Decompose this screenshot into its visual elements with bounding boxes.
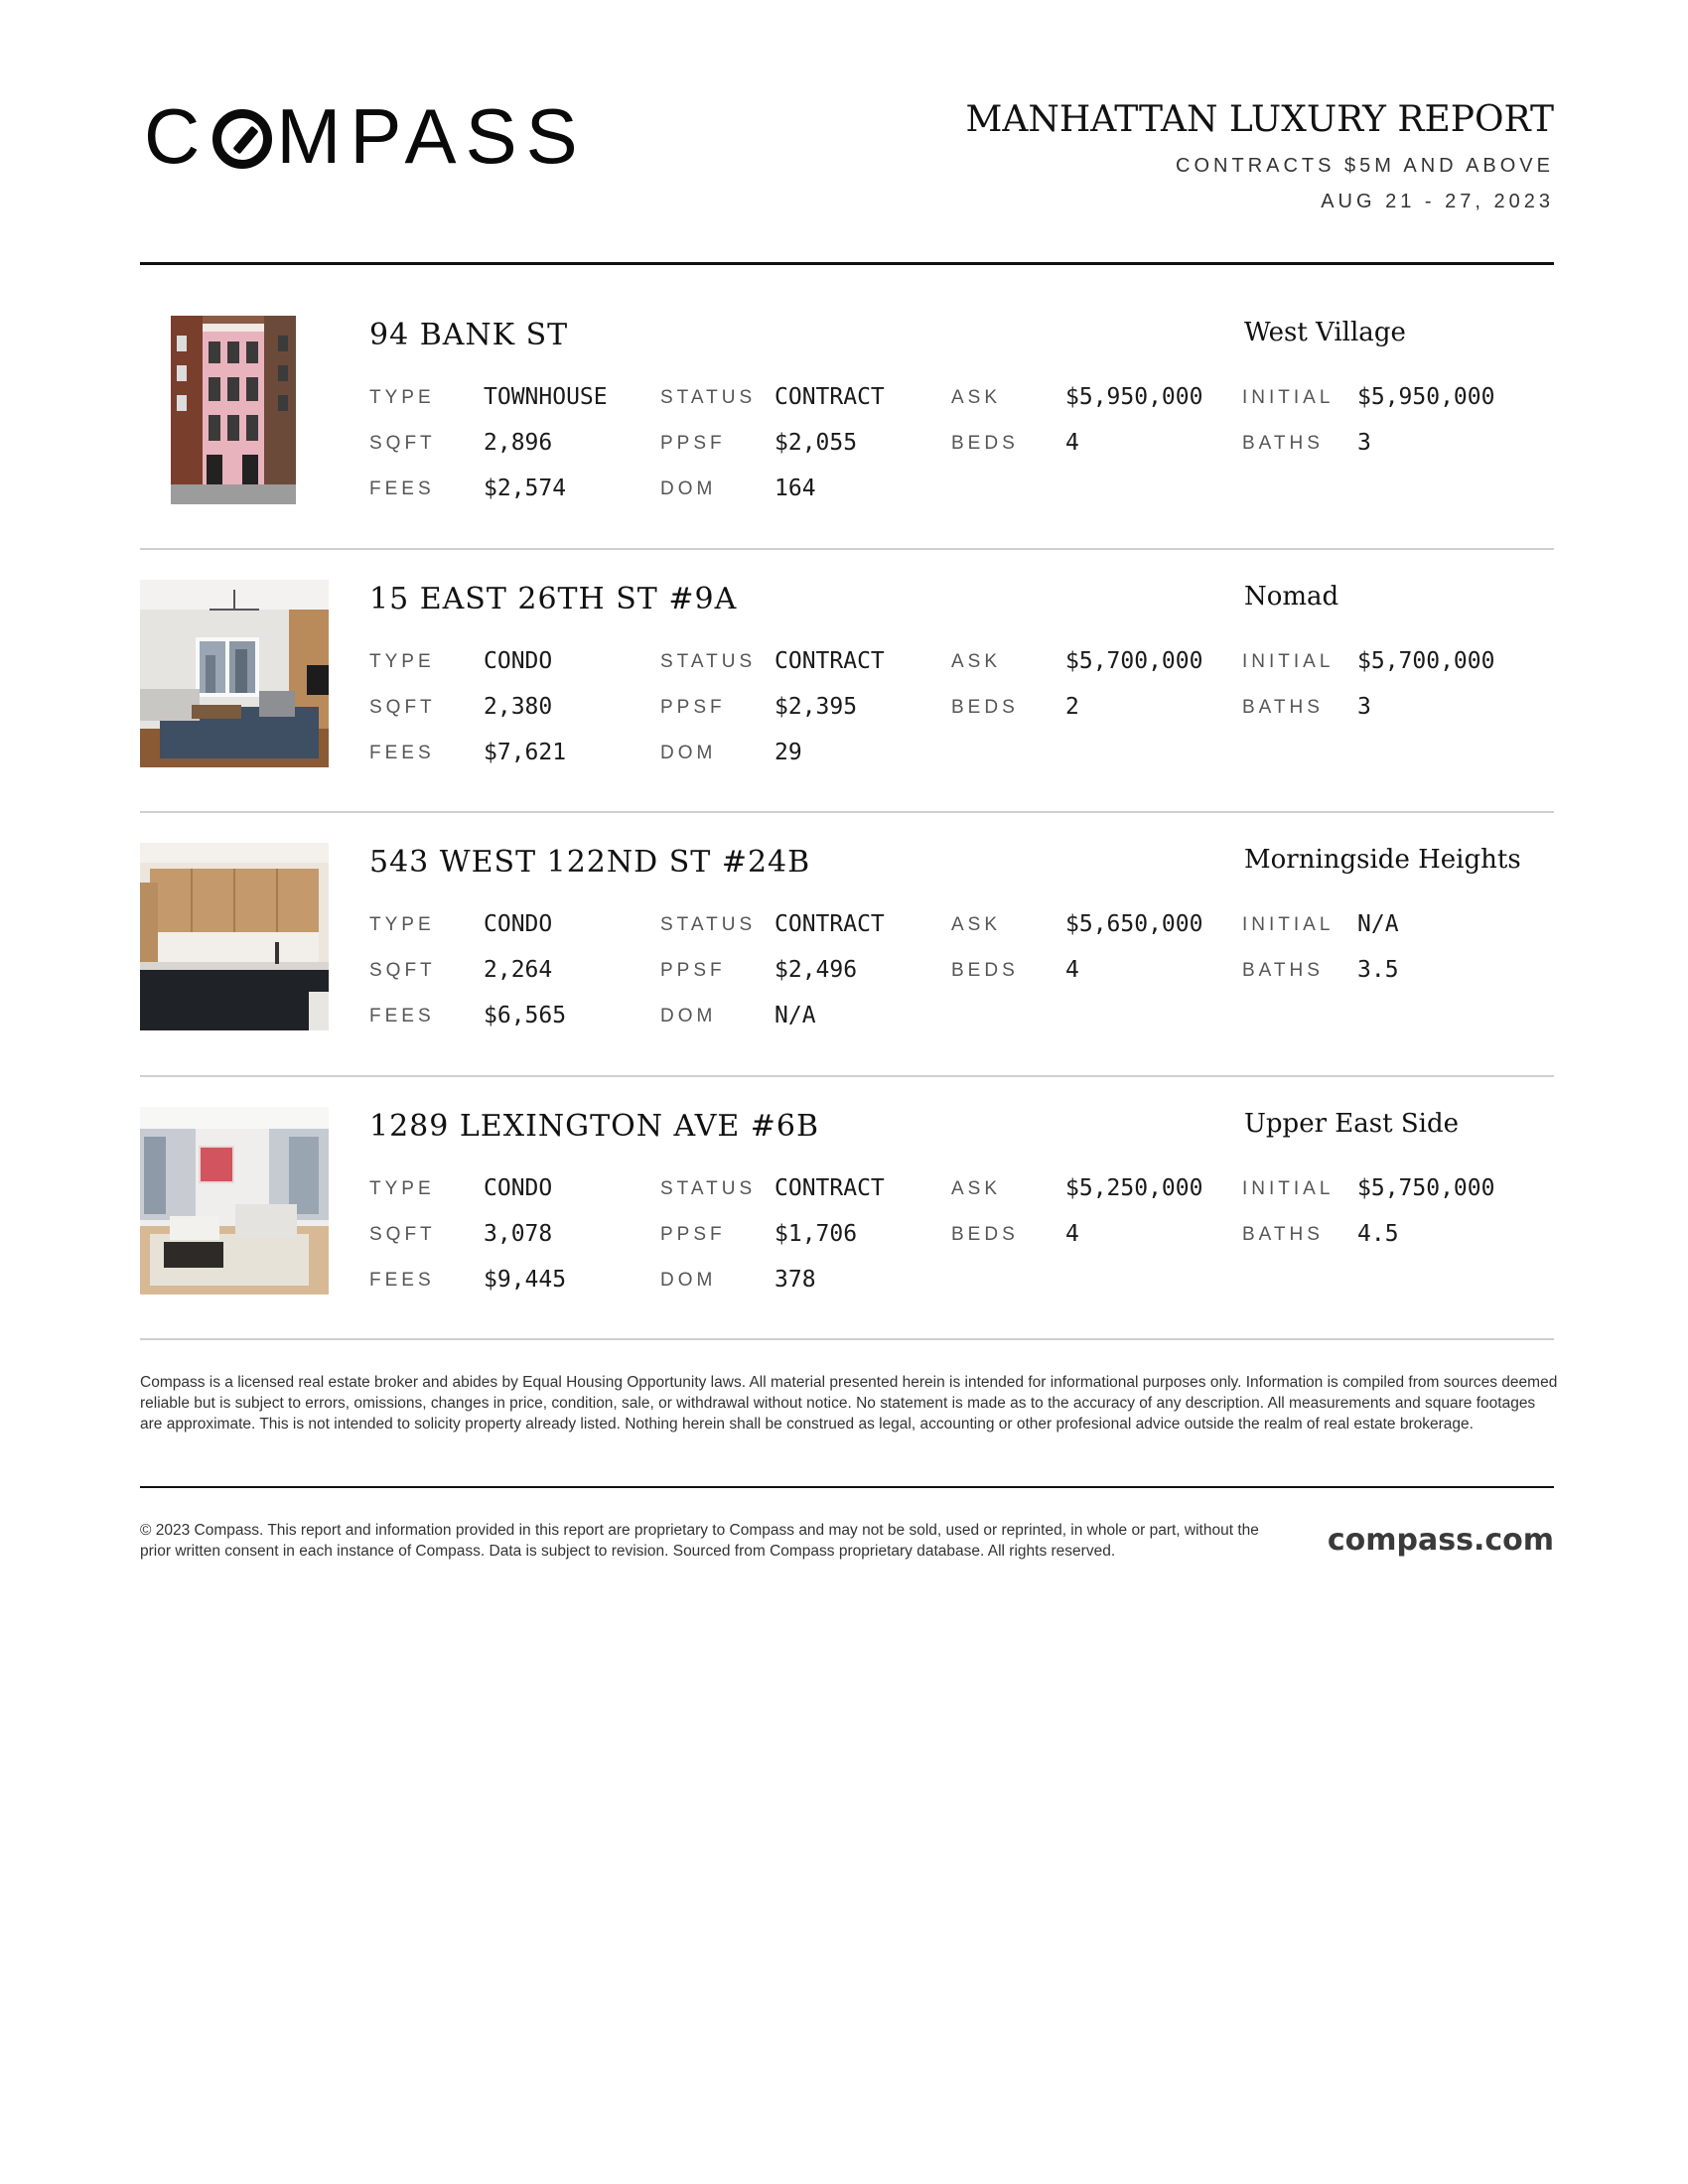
value-baths: 3 xyxy=(1357,694,1371,720)
value-initial: $5,700,000 xyxy=(1357,648,1495,674)
label-dom: DOM xyxy=(660,1270,717,1291)
value-ask: $5,700,000 xyxy=(1065,648,1203,674)
listing-card xyxy=(140,580,1554,806)
label-status: STATUS xyxy=(660,914,757,935)
label-beds: BEDS xyxy=(951,1224,1019,1245)
listing-card xyxy=(140,316,1554,542)
value-status: CONTRACT xyxy=(774,648,885,674)
label-type: TYPE xyxy=(369,651,435,672)
report-date-range: AUG 21 - 27, 2023 xyxy=(1321,191,1554,212)
label-dom: DOM xyxy=(660,478,717,499)
label-ask: ASK xyxy=(951,387,1002,408)
label-sqft: SQFT xyxy=(369,960,436,981)
label-baths: BATHS xyxy=(1242,697,1324,718)
listing-photo-living-room xyxy=(140,580,329,767)
listing-divider xyxy=(140,1075,1554,1077)
value-fees: $2,574 xyxy=(484,476,567,501)
value-dom: 164 xyxy=(774,476,816,501)
value-sqft: 2,896 xyxy=(484,430,553,456)
listing-address: 15 EAST 26TH ST #9A xyxy=(369,582,738,616)
label-baths: BATHS xyxy=(1242,960,1324,981)
listing-address: 543 WEST 122ND ST #24B xyxy=(369,845,811,880)
listing-address: 94 BANK ST xyxy=(369,318,569,352)
value-ppsf: $2,395 xyxy=(774,694,858,720)
compass-o-mark-icon xyxy=(212,109,272,169)
value-beds: 4 xyxy=(1065,957,1079,983)
label-type: TYPE xyxy=(369,387,435,408)
copyright-text: © 2023 Compass. This report and information provided in this report are proprietary to Compass and may not be sold, used or reprinted, in whole or part, without the prior written consent in each instance of Compass. Data is subject to revision. Sourced from Compass proprietary database. All rights reserved. xyxy=(140,1522,1259,1560)
label-initial: INITIAL xyxy=(1242,387,1335,408)
value-beds: 2 xyxy=(1065,694,1079,720)
label-beds: BEDS xyxy=(951,433,1019,454)
disclaimer-text: Compass is a licensed real estate broker and abides by Equal Housing Opportunity laws. All material presented herein is intended for informational purposes only. Information is compiled from sources deemed reliable but is subject to errors, omissions, changes in price, condition, sale, or withdrawal without notice. No statement is made as to the accuracy of any description. All measurements and square footages are approximate. This is not intended to solicity property already listed. Nothing herein shall be construed as legal, accounting or other profesional advice outside the realm of real estate brokerage. xyxy=(140,1374,1558,1433)
value-ppsf: $1,706 xyxy=(774,1221,858,1247)
value-ppsf: $2,496 xyxy=(774,957,858,983)
value-ask: $5,650,000 xyxy=(1065,911,1203,937)
listing-divider xyxy=(140,811,1554,813)
value-type: TOWNHOUSE xyxy=(484,384,608,410)
value-ask: $5,950,000 xyxy=(1065,384,1203,410)
label-status: STATUS xyxy=(660,1178,757,1199)
label-initial: INITIAL xyxy=(1242,651,1335,672)
label-ppsf: PPSF xyxy=(660,1224,726,1245)
label-initial: INITIAL xyxy=(1242,1178,1335,1199)
label-sqft: SQFT xyxy=(369,433,436,454)
label-ask: ASK xyxy=(951,914,1002,935)
label-sqft: SQFT xyxy=(369,697,436,718)
label-beds: BEDS xyxy=(951,697,1019,718)
listing-neighborhood: Upper East Side xyxy=(1244,1109,1459,1139)
report-title: MANHATTAN LUXURY REPORT xyxy=(965,99,1554,140)
label-ppsf: PPSF xyxy=(660,697,726,718)
value-sqft: 2,264 xyxy=(484,957,553,983)
value-ask: $5,250,000 xyxy=(1065,1175,1203,1201)
listing-neighborhood: West Village xyxy=(1244,318,1406,347)
label-ask: ASK xyxy=(951,1178,1002,1199)
label-type: TYPE xyxy=(369,914,435,935)
value-beds: 4 xyxy=(1065,430,1079,456)
value-initial: $5,950,000 xyxy=(1357,384,1495,410)
value-status: CONTRACT xyxy=(774,1175,885,1201)
value-type: CONDO xyxy=(484,911,553,937)
logo-letters-mpass: MPASS xyxy=(276,92,587,180)
value-baths: 3 xyxy=(1357,430,1371,456)
value-sqft: 2,380 xyxy=(484,694,553,720)
value-fees: $7,621 xyxy=(484,740,567,765)
value-dom: 378 xyxy=(774,1267,816,1293)
label-status: STATUS xyxy=(660,387,757,408)
label-initial: INITIAL xyxy=(1242,914,1335,935)
value-status: CONTRACT xyxy=(774,911,885,937)
listing-neighborhood: Morningside Heights xyxy=(1244,845,1521,875)
listing-divider xyxy=(140,548,1554,550)
value-dom: 29 xyxy=(774,740,802,765)
value-initial: $5,750,000 xyxy=(1357,1175,1495,1201)
label-ppsf: PPSF xyxy=(660,960,726,981)
label-sqft: SQFT xyxy=(369,1224,436,1245)
listing-photo-lounge xyxy=(140,1107,329,1295)
listing-divider xyxy=(140,1338,1554,1340)
compass-website-link[interactable]: compass.com xyxy=(1327,1523,1554,1558)
label-baths: BATHS xyxy=(1242,433,1324,454)
value-fees: $6,565 xyxy=(484,1003,567,1028)
listing-neighborhood: Nomad xyxy=(1244,582,1339,612)
label-fees: FEES xyxy=(369,1270,435,1291)
label-dom: DOM xyxy=(660,743,717,763)
value-baths: 4.5 xyxy=(1357,1221,1399,1247)
logo-letter-c: C xyxy=(144,92,210,180)
listing-card xyxy=(140,1107,1554,1333)
value-initial: N/A xyxy=(1357,911,1399,937)
label-fees: FEES xyxy=(369,478,435,499)
report-subtitle: CONTRACTS $5M AND ABOVE xyxy=(1176,155,1554,177)
footer-divider xyxy=(140,1486,1554,1488)
label-ppsf: PPSF xyxy=(660,433,726,454)
value-baths: 3.5 xyxy=(1357,957,1399,983)
header-divider xyxy=(140,262,1554,265)
value-sqft: 3,078 xyxy=(484,1221,553,1247)
value-status: CONTRACT xyxy=(774,384,885,410)
label-dom: DOM xyxy=(660,1006,717,1026)
listing-address: 1289 LEXINGTON AVE #6B xyxy=(369,1109,820,1144)
value-fees: $9,445 xyxy=(484,1267,567,1293)
compass-logo xyxy=(144,92,587,180)
label-type: TYPE xyxy=(369,1178,435,1199)
value-beds: 4 xyxy=(1065,1221,1079,1247)
value-type: CONDO xyxy=(484,648,553,674)
value-type: CONDO xyxy=(484,1175,553,1201)
listing-photo-kitchen xyxy=(140,843,329,1030)
label-baths: BATHS xyxy=(1242,1224,1324,1245)
listing-card xyxy=(140,843,1554,1069)
listing-photo-townhouse xyxy=(171,316,296,504)
label-fees: FEES xyxy=(369,1006,435,1026)
label-fees: FEES xyxy=(369,743,435,763)
label-beds: BEDS xyxy=(951,960,1019,981)
label-ask: ASK xyxy=(951,651,1002,672)
value-dom: N/A xyxy=(774,1003,816,1028)
label-status: STATUS xyxy=(660,651,757,672)
value-ppsf: $2,055 xyxy=(774,430,858,456)
